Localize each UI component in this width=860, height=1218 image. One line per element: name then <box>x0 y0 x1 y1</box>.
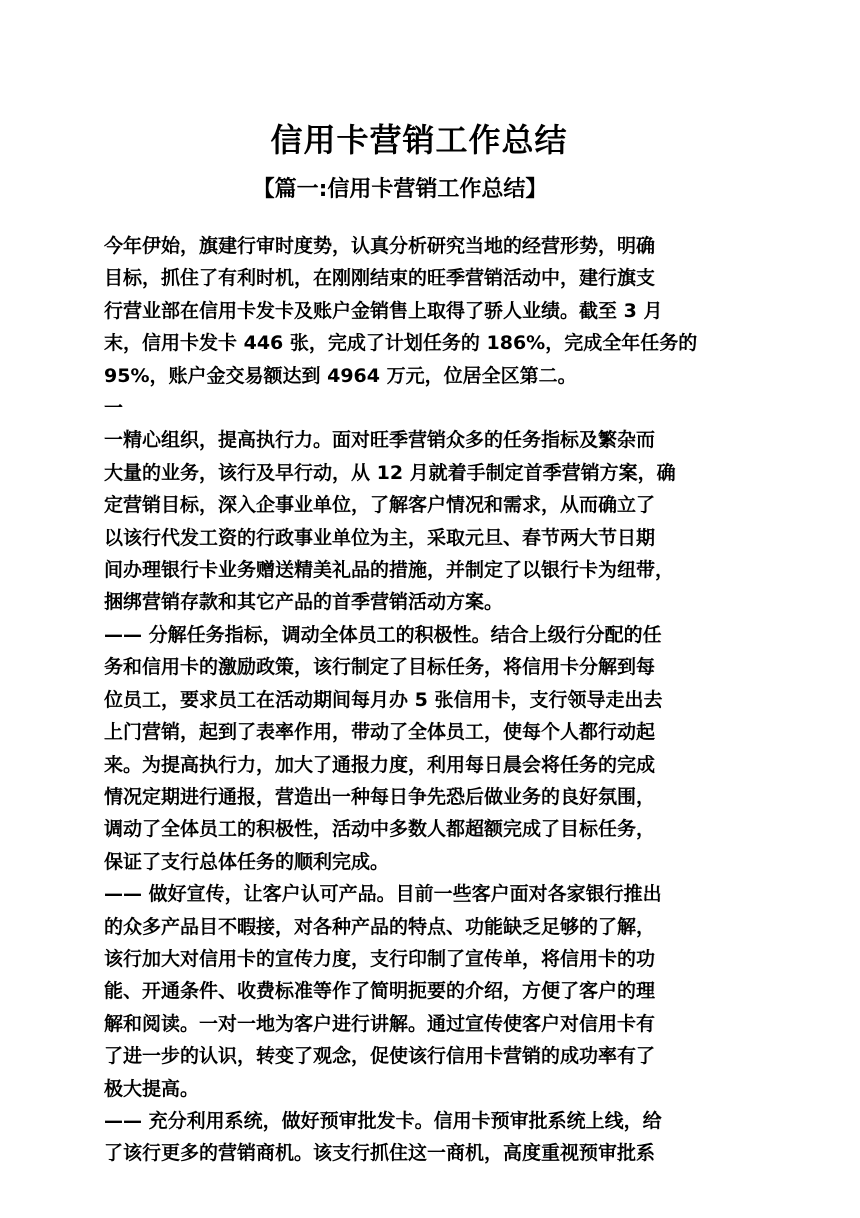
text-line: 位员工，要求员工在活动期间每月办 5 张信用卡，支行领导走出去 <box>104 688 663 711</box>
text-line: 能、开通条件、收费标准等作了简明扼要的介绍，方便了客户的理 <box>104 980 656 1003</box>
text-line: 该行加大对信用卡的宣传力度，支行印制了宣传单，将信用卡的功 <box>104 947 656 970</box>
text-line: 一精心组织，提高执行力。面对旺季营销众多的任务指标及繁杂而 <box>104 429 656 452</box>
section-heading: 【篇一:信用卡营销工作总结】 <box>252 177 548 202</box>
body-text <box>104 230 704 1170</box>
text-line: 末，信用卡发卡 446 张，完成了计划任务的 186%，完成全年任务的 <box>104 332 698 355</box>
text-line: 了该行更多的营销商机。该支行抓住这一商机，高度重视预审批系 <box>104 1142 656 1165</box>
text-line: 极大提高。 <box>104 1077 200 1100</box>
text-line: 目标，抓住了有利时机，在刚刚结束的旺季营销活动中，建行旗支 <box>104 267 656 290</box>
text-line: —— 分解任务指标，调动全体员工的积极性。结合上级行分配的任 <box>104 623 662 646</box>
text-line: —— 充分利用系统，做好预审批发卡。信用卡预审批系统上线，给 <box>104 1109 662 1132</box>
text-line: 上门营销，起到了表率作用，带动了全体员工，使每个人都行动起 <box>104 721 656 744</box>
text-line: 情况定期进行通报，营造出一种每日争先恐后做业务的良好氛围， <box>104 785 656 808</box>
text-line: 务和信用卡的激励政策，该行制定了目标任务，将信用卡分解到每 <box>104 656 656 679</box>
text-line: 来。为提高执行力，加大了通报力度，利用每日晨会将任务的完成 <box>104 753 656 776</box>
text-line: 行营业部在信用卡发卡及账户金销售上取得了骄人业绩。截至 3 月 <box>104 299 663 322</box>
text-line: 一 <box>104 397 124 420</box>
text-line: 定营销目标，深入企事业单位，了解客户情况和需求，从而确立了 <box>104 494 656 517</box>
text-line: 的众多产品目不暇接，对各种产品的特点、功能缺乏足够的了解， <box>104 915 656 938</box>
text-line: 解和阅读。一对一地为客户进行讲解。通过宣传使客户对信用卡有 <box>104 1012 656 1035</box>
page-title: 信用卡营销工作总结 <box>270 121 568 159</box>
text-line: 大量的业务，该行及早行动，从 12 月就着手制定首季营销方案，确 <box>104 461 676 484</box>
text-line: 调动了全体员工的积极性，活动中多数人都超额完成了目标任务， <box>104 818 656 841</box>
text-line: 保证了支行总体任务的顺利完成。 <box>104 850 390 873</box>
text-line: 以该行代发工资的行政事业单位为主，采取元旦、春节两大节日期 <box>104 526 656 549</box>
text-line: 95%，账户金交易额达到 4964 万元，位居全区第二。 <box>104 364 577 387</box>
text-line: 了进一步的认识，转变了观念，促使该行信用卡营销的成功率有了 <box>104 1045 656 1068</box>
text-line: 捆绑营销存款和其它产品的首季营销活动方案。 <box>104 591 504 614</box>
text-line: 间办理银行卡业务赠送精美礼品的措施，并制定了以银行卡为纽带， <box>104 559 675 582</box>
text-line: 今年伊始，旗建行审时度势，认真分析研究当地的经营形势，明确 <box>104 235 656 257</box>
text-line: —— 做好宣传，让客户认可产品。目前一些客户面对各家银行推出 <box>104 883 662 906</box>
